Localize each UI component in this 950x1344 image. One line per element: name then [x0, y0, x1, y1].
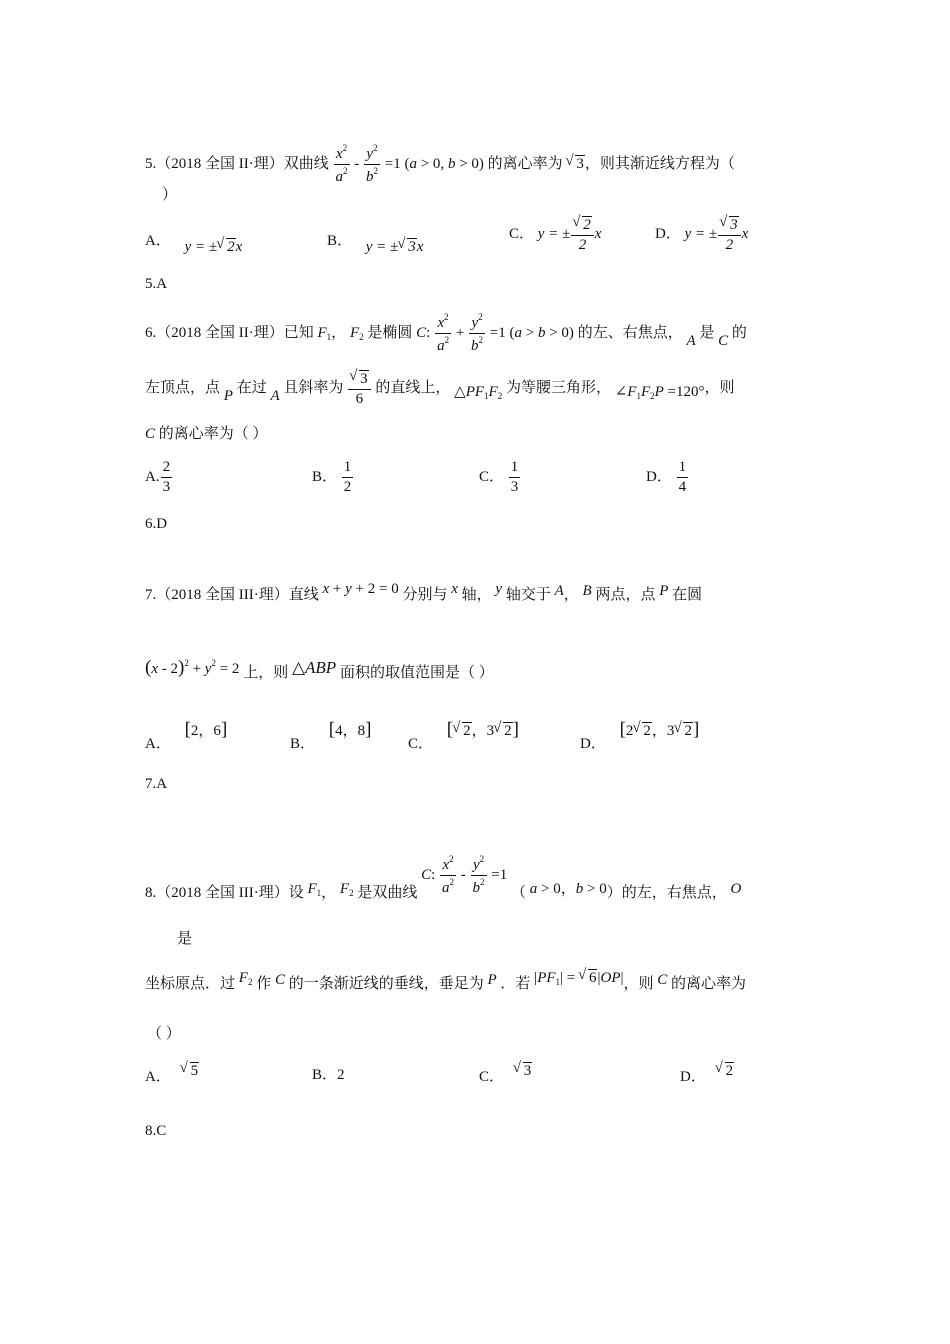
fraction-x2-a2: $\frac{x^2}{a^2}$ [335, 143, 348, 185]
q6-stem-line2: 左顶点，点 P 在过 A 且斜率为 √ $\frac{3}{6}$ 的直线上， $\triangle PF_1F_2$ 为等腰三角形， $\angle F_1F_2P =120^\circ$，则 [145, 370, 735, 408]
q7-option-c: C． [√ 2，3√ 2] [408, 733, 509, 752]
q6-option-d: D． $\frac{1}{4}$ [646, 459, 687, 495]
q7-option-b: B． [4，8] [290, 719, 372, 752]
q8-option-b: B．2 [312, 1067, 345, 1083]
q7-stem-line1: 7.（2018 全国 III·理）直线 x + y + 2 = 0 分别与 x 轴， y 轴交于 A， B 两点，点 P 在圆 [145, 581, 703, 603]
q5-answer: 5.A [145, 276, 168, 292]
q7-stem-line2: $(x - 2)^2 + y^2 = 2$ 上，则 △ABP 面积的取值范围是（ ） [145, 657, 494, 681]
q8-option-a: A． √ 5 [145, 1068, 193, 1085]
q7-option-d: D． [2√ 2，3√ 2] [580, 733, 689, 752]
q8-stem-line2: 坐标原点．过 $F_2$ 作 C 的一条渐近线的垂线，垂足为 P ．若 $|PF_1|$ = √ 6|OP|，则 C 的离心率为 [145, 975, 746, 993]
q5-option-b: B． y = ±√ 3x [327, 232, 413, 249]
q5-option-c: C． y = ± √ $\frac{2}{2}$ x [509, 216, 601, 254]
q6-option-a: A. $\frac{2}{3}$ [145, 459, 171, 495]
q5-close-paren: ） [162, 187, 178, 203]
q5-stem: 5.（2018 全国 II·理）双曲线 $\frac{x^2}{a^2}$ - $\frac{y^2}{b^2}$ =1 (a > 0, b > 0) 的离心率为 √ 3，则其渐近线方程为（ [145, 144, 735, 186]
q6-option-c: C． $\frac{1}{3}$ [479, 459, 519, 495]
q6-stem-line1: 6.（2018 全国 II·理）已知 $F_1$， $F_2$ 是椭圆 C: $\frac{x^2}{a^2}$ + $\frac{y^2}{b^2}$ =1 (a > b > 0) 的左、右焦点， A 是 C 的 [145, 312, 747, 354]
q7-option-a: A． [2，6] [145, 719, 228, 752]
sqrt-3: √ 3 [566, 155, 585, 172]
q5-option-d: D． y = ± √ $\frac{3}{2}$ x [655, 216, 748, 254]
q8-stem-line1: 8.（2018 全国 III·理）设 $F_1$， $F_2$ 是双曲线 C: $\frac{x^2}{a^2}$ - $\frac{y^2}{b^2}$ =1 （ a > 0，b > 0）的左，右焦点， O [145, 854, 742, 902]
q8-stem-shi: 是 [177, 931, 193, 947]
q8-option-d: D． √ 2 [680, 1068, 728, 1085]
q7-answer: 7.A [145, 776, 168, 792]
q6-answer: 6.D [145, 516, 168, 532]
q8-stem-line3: （ ） [147, 1026, 181, 1042]
q6-option-b: B． $\frac{1}{2}$ [312, 459, 352, 495]
q8-option-c: C． √ 3 [479, 1068, 526, 1085]
q8-answer: 8.C [145, 1123, 167, 1139]
fraction-y2-b2: $\frac{y^2}{b^2}$ [366, 143, 378, 185]
q5-option-a: A． y = ±√ 2x [145, 232, 232, 249]
q6-stem-line3: C 的离心率为（ ） [145, 426, 268, 442]
